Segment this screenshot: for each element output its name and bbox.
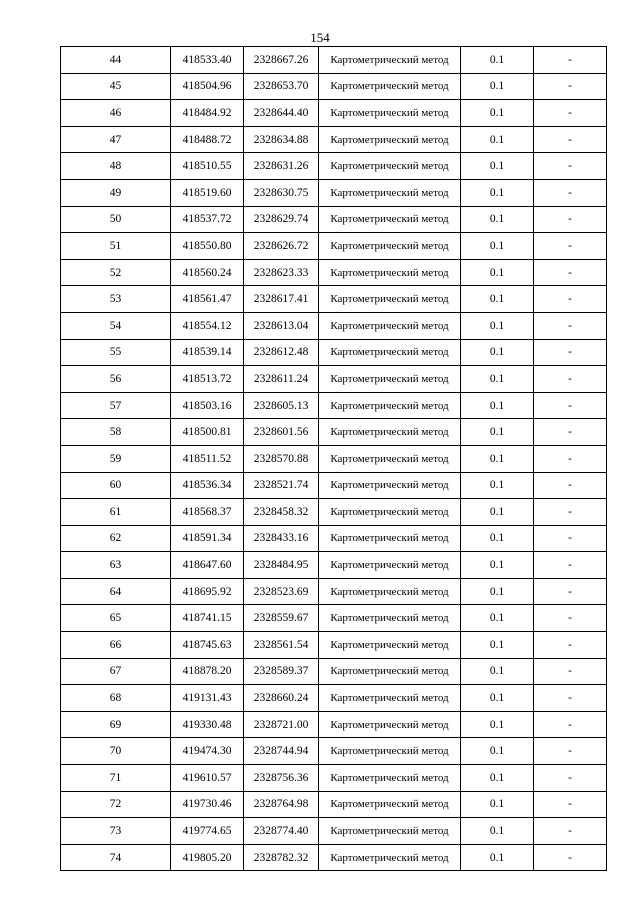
table-row — [61, 259, 607, 286]
note-cell: - — [534, 578, 607, 605]
table-row — [61, 339, 607, 366]
note-cell: - — [534, 259, 607, 286]
y-coordinate-cell: 2328521.74 — [244, 472, 319, 499]
x-coordinate-cell: 418504.96 — [171, 73, 244, 100]
table-row — [61, 392, 607, 419]
note-cell: - — [534, 47, 607, 74]
table-row — [61, 711, 607, 738]
x-coordinate-cell: 418550.80 — [171, 233, 244, 260]
precision-cell: 0.1 — [461, 47, 534, 74]
method-cell: Картометрический метод — [319, 73, 461, 100]
method-cell: Картометрический метод — [319, 233, 461, 260]
precision-cell: 0.1 — [461, 578, 534, 605]
x-coordinate-cell: 418741.15 — [171, 605, 244, 632]
table-row — [61, 738, 607, 765]
y-coordinate-cell: 2328559.67 — [244, 605, 319, 632]
point-number-cell: 47 — [61, 126, 171, 153]
method-cell: Картометрический метод — [319, 259, 461, 286]
note-cell: - — [534, 392, 607, 419]
note-cell: - — [534, 818, 607, 845]
table-row — [61, 525, 607, 552]
table-row — [61, 179, 607, 206]
note-cell: - — [534, 419, 607, 446]
x-coordinate-cell: 418519.60 — [171, 179, 244, 206]
y-coordinate-cell: 2328601.56 — [244, 419, 319, 446]
table-row — [61, 153, 607, 180]
table-row — [61, 844, 607, 871]
point-number-cell: 58 — [61, 419, 171, 446]
point-number-cell: 66 — [61, 632, 171, 659]
note-cell: - — [534, 525, 607, 552]
method-cell: Картометрический метод — [319, 366, 461, 393]
note-cell: - — [534, 499, 607, 526]
note-cell: - — [534, 445, 607, 472]
y-coordinate-cell: 2328561.54 — [244, 632, 319, 659]
note-cell: - — [534, 765, 607, 792]
method-cell: Картометрический метод — [319, 632, 461, 659]
table-row — [61, 73, 607, 100]
method-cell: Картометрический метод — [319, 392, 461, 419]
note-cell: - — [534, 711, 607, 738]
point-number-cell: 63 — [61, 552, 171, 579]
point-number-cell: 62 — [61, 525, 171, 552]
y-coordinate-cell: 2328630.75 — [244, 179, 319, 206]
point-number-cell: 57 — [61, 392, 171, 419]
method-cell: Картометрический метод — [319, 525, 461, 552]
coordinates-table-body — [61, 47, 607, 871]
precision-cell: 0.1 — [461, 100, 534, 127]
precision-cell: 0.1 — [461, 392, 534, 419]
method-cell: Картометрический метод — [319, 658, 461, 685]
x-coordinate-cell: 418878.20 — [171, 658, 244, 685]
note-cell: - — [534, 738, 607, 765]
x-coordinate-cell: 418484.92 — [171, 100, 244, 127]
table-row — [61, 445, 607, 472]
precision-cell: 0.1 — [461, 419, 534, 446]
y-coordinate-cell: 2328605.13 — [244, 392, 319, 419]
precision-cell: 0.1 — [461, 312, 534, 339]
y-coordinate-cell: 2328756.36 — [244, 765, 319, 792]
x-coordinate-cell: 418647.60 — [171, 552, 244, 579]
method-cell: Картометрический метод — [319, 47, 461, 74]
method-cell: Картометрический метод — [319, 206, 461, 233]
note-cell: - — [534, 73, 607, 100]
note-cell: - — [534, 366, 607, 393]
precision-cell: 0.1 — [461, 366, 534, 393]
table-row — [61, 578, 607, 605]
note-cell: - — [534, 339, 607, 366]
x-coordinate-cell: 419330.48 — [171, 711, 244, 738]
y-coordinate-cell: 2328626.72 — [244, 233, 319, 260]
note-cell: - — [534, 179, 607, 206]
table-row — [61, 206, 607, 233]
note-cell: - — [534, 153, 607, 180]
coordinates-table — [60, 46, 607, 871]
table-row — [61, 765, 607, 792]
method-cell: Картометрический метод — [319, 153, 461, 180]
point-number-cell: 50 — [61, 206, 171, 233]
point-number-cell: 64 — [61, 578, 171, 605]
table-row — [61, 100, 607, 127]
point-number-cell: 49 — [61, 179, 171, 206]
y-coordinate-cell: 2328634.88 — [244, 126, 319, 153]
y-coordinate-cell: 2328613.04 — [244, 312, 319, 339]
table-row — [61, 552, 607, 579]
note-cell: - — [534, 552, 607, 579]
precision-cell: 0.1 — [461, 658, 534, 685]
method-cell: Картометрический метод — [319, 552, 461, 579]
point-number-cell: 60 — [61, 472, 171, 499]
note-cell: - — [534, 658, 607, 685]
table-row — [61, 286, 607, 313]
method-cell: Картометрический метод — [319, 445, 461, 472]
x-coordinate-cell: 418561.47 — [171, 286, 244, 313]
precision-cell: 0.1 — [461, 844, 534, 871]
point-number-cell: 61 — [61, 499, 171, 526]
note-cell: - — [534, 100, 607, 127]
point-number-cell: 74 — [61, 844, 171, 871]
table-row — [61, 818, 607, 845]
y-coordinate-cell: 2328667.26 — [244, 47, 319, 74]
point-number-cell: 59 — [61, 445, 171, 472]
method-cell: Картометрический метод — [319, 578, 461, 605]
method-cell: Картометрический метод — [319, 844, 461, 871]
method-cell: Картометрический метод — [319, 179, 461, 206]
precision-cell: 0.1 — [461, 499, 534, 526]
table-row — [61, 685, 607, 712]
note-cell: - — [534, 844, 607, 871]
x-coordinate-cell: 418560.24 — [171, 259, 244, 286]
y-coordinate-cell: 2328721.00 — [244, 711, 319, 738]
table-row — [61, 632, 607, 659]
x-coordinate-cell: 418568.37 — [171, 499, 244, 526]
table-row — [61, 47, 607, 74]
x-coordinate-cell: 418510.55 — [171, 153, 244, 180]
note-cell: - — [534, 605, 607, 632]
point-number-cell: 45 — [61, 73, 171, 100]
y-coordinate-cell: 2328612.48 — [244, 339, 319, 366]
x-coordinate-cell: 418554.12 — [171, 312, 244, 339]
precision-cell: 0.1 — [461, 552, 534, 579]
precision-cell: 0.1 — [461, 711, 534, 738]
precision-cell: 0.1 — [461, 233, 534, 260]
note-cell: - — [534, 791, 607, 818]
note-cell: - — [534, 206, 607, 233]
point-number-cell: 69 — [61, 711, 171, 738]
method-cell: Картометрический метод — [319, 738, 461, 765]
point-number-cell: 71 — [61, 765, 171, 792]
method-cell: Картометрический метод — [319, 286, 461, 313]
x-coordinate-cell: 419730.46 — [171, 791, 244, 818]
point-number-cell: 72 — [61, 791, 171, 818]
precision-cell: 0.1 — [461, 791, 534, 818]
point-number-cell: 73 — [61, 818, 171, 845]
note-cell: - — [534, 233, 607, 260]
x-coordinate-cell: 418695.92 — [171, 578, 244, 605]
precision-cell: 0.1 — [461, 73, 534, 100]
table-row — [61, 419, 607, 446]
y-coordinate-cell: 2328644.40 — [244, 100, 319, 127]
x-coordinate-cell: 418503.16 — [171, 392, 244, 419]
note-cell: - — [534, 632, 607, 659]
precision-cell: 0.1 — [461, 472, 534, 499]
x-coordinate-cell: 418511.52 — [171, 445, 244, 472]
x-coordinate-cell: 419610.57 — [171, 765, 244, 792]
x-coordinate-cell: 419774.65 — [171, 818, 244, 845]
table-row — [61, 605, 607, 632]
x-coordinate-cell: 418536.34 — [171, 472, 244, 499]
precision-cell: 0.1 — [461, 259, 534, 286]
method-cell: Картометрический метод — [319, 765, 461, 792]
table-row — [61, 233, 607, 260]
precision-cell: 0.1 — [461, 818, 534, 845]
y-coordinate-cell: 2328631.26 — [244, 153, 319, 180]
y-coordinate-cell: 2328611.24 — [244, 366, 319, 393]
x-coordinate-cell: 418539.14 — [171, 339, 244, 366]
y-coordinate-cell: 2328623.33 — [244, 259, 319, 286]
method-cell: Картометрический метод — [319, 818, 461, 845]
x-coordinate-cell: 418591.34 — [171, 525, 244, 552]
page-number: 154 — [310, 30, 330, 45]
precision-cell: 0.1 — [461, 525, 534, 552]
precision-cell: 0.1 — [461, 126, 534, 153]
note-cell: - — [534, 685, 607, 712]
y-coordinate-cell: 2328523.69 — [244, 578, 319, 605]
point-number-cell: 52 — [61, 259, 171, 286]
note-cell: - — [534, 312, 607, 339]
table-row — [61, 366, 607, 393]
table-row — [61, 472, 607, 499]
precision-cell: 0.1 — [461, 685, 534, 712]
table-row — [61, 499, 607, 526]
x-coordinate-cell: 419131.43 — [171, 685, 244, 712]
method-cell: Картометрический метод — [319, 472, 461, 499]
precision-cell: 0.1 — [461, 179, 534, 206]
y-coordinate-cell: 2328570.88 — [244, 445, 319, 472]
y-coordinate-cell: 2328433.16 — [244, 525, 319, 552]
precision-cell: 0.1 — [461, 339, 534, 366]
method-cell: Картометрический метод — [319, 605, 461, 632]
point-number-cell: 67 — [61, 658, 171, 685]
precision-cell: 0.1 — [461, 206, 534, 233]
precision-cell: 0.1 — [461, 765, 534, 792]
x-coordinate-cell: 418745.63 — [171, 632, 244, 659]
point-number-cell: 54 — [61, 312, 171, 339]
method-cell: Картометрический метод — [319, 339, 461, 366]
point-number-cell: 46 — [61, 100, 171, 127]
method-cell: Картометрический метод — [319, 685, 461, 712]
y-coordinate-cell: 2328484.95 — [244, 552, 319, 579]
x-coordinate-cell: 419805.20 — [171, 844, 244, 871]
method-cell: Картометрический метод — [319, 419, 461, 446]
y-coordinate-cell: 2328782.32 — [244, 844, 319, 871]
point-number-cell: 68 — [61, 685, 171, 712]
point-number-cell: 55 — [61, 339, 171, 366]
note-cell: - — [534, 126, 607, 153]
point-number-cell: 51 — [61, 233, 171, 260]
precision-cell: 0.1 — [461, 286, 534, 313]
y-coordinate-cell: 2328458.32 — [244, 499, 319, 526]
method-cell: Картометрический метод — [319, 126, 461, 153]
method-cell: Картометрический метод — [319, 312, 461, 339]
y-coordinate-cell: 2328653.70 — [244, 73, 319, 100]
x-coordinate-cell: 419474.30 — [171, 738, 244, 765]
point-number-cell: 53 — [61, 286, 171, 313]
point-number-cell: 65 — [61, 605, 171, 632]
precision-cell: 0.1 — [461, 605, 534, 632]
point-number-cell: 70 — [61, 738, 171, 765]
y-coordinate-cell: 2328589.37 — [244, 658, 319, 685]
note-cell: - — [534, 472, 607, 499]
precision-cell: 0.1 — [461, 632, 534, 659]
x-coordinate-cell: 418513.72 — [171, 366, 244, 393]
method-cell: Картометрический метод — [319, 791, 461, 818]
y-coordinate-cell: 2328774.40 — [244, 818, 319, 845]
table-row — [61, 658, 607, 685]
x-coordinate-cell: 418533.40 — [171, 47, 244, 74]
x-coordinate-cell: 418537.72 — [171, 206, 244, 233]
method-cell: Картометрический метод — [319, 499, 461, 526]
y-coordinate-cell: 2328629.74 — [244, 206, 319, 233]
x-coordinate-cell: 418500.81 — [171, 419, 244, 446]
precision-cell: 0.1 — [461, 445, 534, 472]
point-number-cell: 44 — [61, 47, 171, 74]
y-coordinate-cell: 2328660.24 — [244, 685, 319, 712]
table-row — [61, 312, 607, 339]
precision-cell: 0.1 — [461, 738, 534, 765]
method-cell: Картометрический метод — [319, 711, 461, 738]
precision-cell: 0.1 — [461, 153, 534, 180]
point-number-cell: 56 — [61, 366, 171, 393]
point-number-cell: 48 — [61, 153, 171, 180]
y-coordinate-cell: 2328744.94 — [244, 738, 319, 765]
table-row — [61, 791, 607, 818]
note-cell: - — [534, 286, 607, 313]
y-coordinate-cell: 2328617.41 — [244, 286, 319, 313]
y-coordinate-cell: 2328764.98 — [244, 791, 319, 818]
x-coordinate-cell: 418488.72 — [171, 126, 244, 153]
table-row — [61, 126, 607, 153]
method-cell: Картометрический метод — [319, 100, 461, 127]
